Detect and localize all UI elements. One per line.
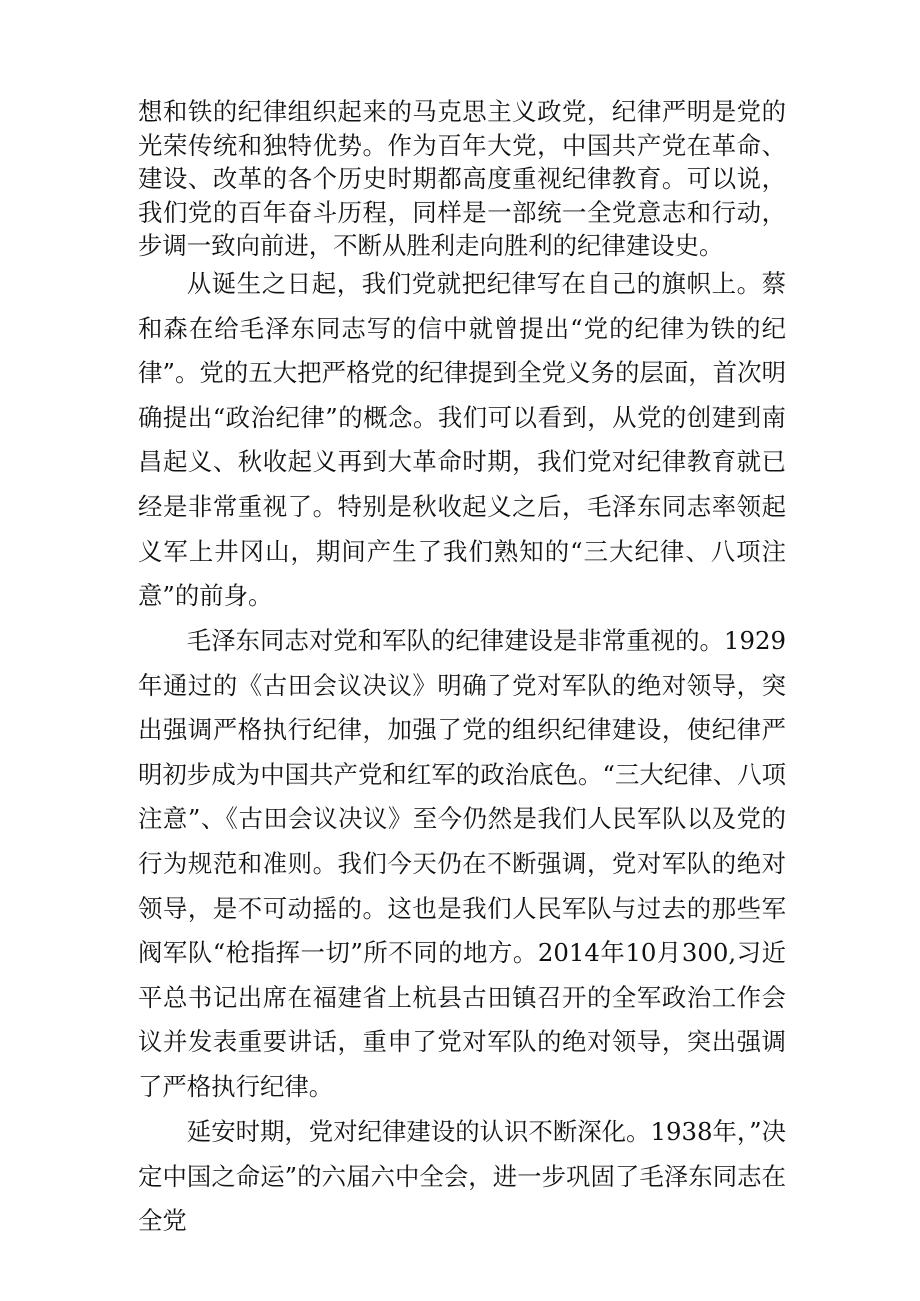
paragraph-1: 想和铁的纪律组织起来的马克思主义政党，纪律严明是党的光荣传统和独特优势。作为百年大党，中国共产党在革命、建设、改革的各个历史时期都高度重视纪律教育。可以说，我们党的百年奋斗历程，同样是一部统一全党意志和行动，步调一致向前进，不断从胜利走向胜利的纪律建设史。: [138, 97, 786, 260]
paragraph-4: 延安时期，党对纪律建设的认识不断深化。1938年，”决定中国之命运”的六届六中全会，进一步巩固了毛泽东同志在全党: [138, 1117, 786, 1236]
paragraph-2: 从诞生之日起，我们党就把纪律写在自己的旗帜上。蔡和森在给毛泽东同志写的信中就曾提出“党的纪律为铁的纪律”。党的五大把严格党的纪律提到全党义务的层面，首次明确提出“政治纪律”的概念。我们可以看到，从党的创建到南昌起义、秋收起义再到大革命时期，我们党对纪律教育就已经是非常重视了。特别是秋收起义之后，毛泽东同志率领起义军上井冈山，期间产生了我们熟知的“三大纪律、八项注意”的前身。: [138, 269, 786, 611]
paragraph-3: 毛泽东同志对党和军队的纪律建设是非常重视的。1929年通过的《古田会议决议》明确了党对军队的绝对领导，突出强调严格执行纪律，加强了党的组织纪律建设，使纪律严明初步成为中国共产党和红军的政治底色。“三大纪律、八项注意”、《古田会议决议》至今仍然是我们人民军队以及党的行为规范和准则。我们今天仍在不断强调，党对军队的绝对领导，是不可动摇的。这也是我们人民军队与过去的那些军阀军队“枪指挥一切”所不同的地方。2014年10月300,习近平总书记出席在福建省上杭县古田镇召开的全军政治工作会议并发表重要讲话，重申了党对军队的绝对领导，突出强调了严格执行纪律。: [138, 626, 786, 1101]
